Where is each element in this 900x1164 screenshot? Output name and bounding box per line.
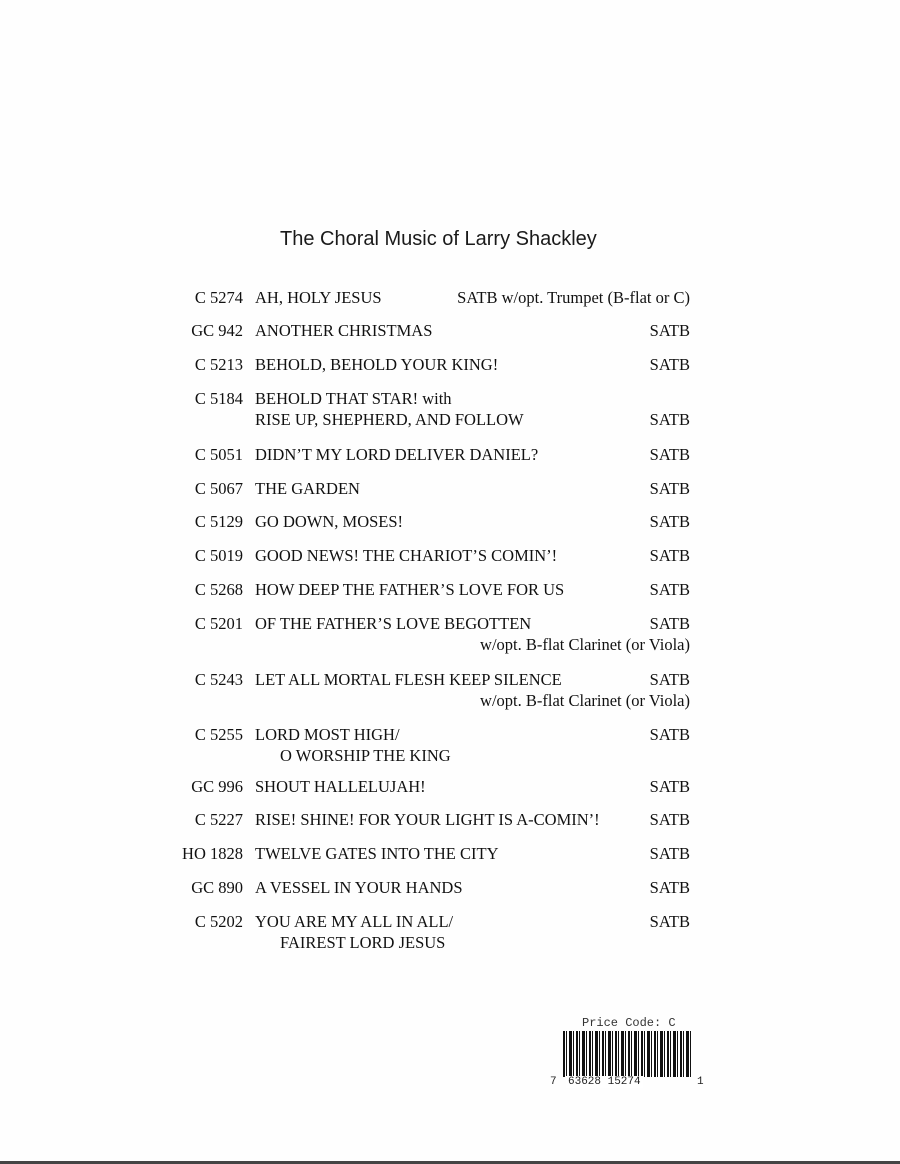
song-title-line: GO DOWN, MOSES! — [255, 512, 404, 531]
catalog-code: C 5268 — [194, 580, 243, 599]
song-title — [255, 320, 432, 341]
song-title-line: DIDN’T MY LORD DELIVER DANIEL? — [255, 445, 539, 464]
song-title-line: FAIREST LORD JESUS — [280, 933, 446, 952]
song-title — [255, 579, 564, 600]
voicing: SATB — [649, 580, 690, 599]
song-title — [255, 287, 382, 308]
voicing: SATB w/opt. Trumpet (B-flat or C) — [457, 288, 690, 307]
song-title — [255, 511, 403, 532]
song-title-line: AH, HOLY JESUS — [255, 288, 382, 307]
barcode-left-digit: 7 — [550, 1076, 557, 1088]
catalog-code: HO 1828 — [182, 844, 243, 863]
song-title-line: YOU ARE MY ALL IN ALL/ — [255, 912, 454, 931]
voicing: SATB — [649, 878, 690, 897]
voicing-note: w/opt. B-flat Clarinet (or Viola) — [480, 691, 690, 710]
song-title-line: LET ALL MORTAL FLESH KEEP SILENCE — [255, 670, 562, 689]
song-title-line: A VESSEL IN YOUR HANDS — [255, 878, 463, 897]
catalog-code: C 5051 — [194, 445, 243, 464]
song-title-line: ANOTHER CHRISTMAS — [255, 321, 433, 340]
catalog-code: C 5274 — [194, 288, 243, 307]
catalog-code: C 5255 — [194, 725, 243, 744]
catalog-code: C 5067 — [194, 479, 243, 498]
song-title-line: RISE UP, SHEPHERD, AND FOLLOW — [255, 410, 524, 429]
song-title-line: RISE! SHINE! FOR YOUR LIGHT IS A-COMIN’! — [255, 810, 600, 829]
voicing: SATB — [649, 546, 690, 565]
song-title — [255, 843, 499, 864]
voicing: SATB — [649, 614, 690, 633]
catalog-code: C 5227 — [194, 810, 243, 829]
catalog-code: C 5243 — [194, 670, 243, 689]
catalog-code: GC 890 — [191, 878, 243, 897]
song-title-line: OF THE FATHER’S LOVE BEGOTTEN — [255, 614, 532, 633]
catalog-code: C 5129 — [194, 512, 243, 531]
voicing: SATB — [649, 810, 690, 829]
song-title — [255, 669, 562, 690]
barcode-middle-digits: 63628 15274 — [568, 1076, 641, 1088]
song-title-line: TWELVE GATES INTO THE CITY — [255, 844, 499, 863]
voicing: SATB — [649, 355, 690, 374]
voicing: SATB — [649, 445, 690, 464]
voicing: SATB — [649, 725, 690, 744]
price-code: Price Code: C — [582, 1016, 676, 1030]
song-title-line: BEHOLD THAT STAR! with — [255, 389, 452, 408]
song-title — [255, 877, 463, 898]
song-title-line: THE GARDEN — [255, 479, 360, 498]
catalog-code: C 5201 — [194, 614, 243, 633]
barcode-right-digit: 1 — [697, 1076, 704, 1088]
voicing-note: w/opt. B-flat Clarinet (or Viola) — [480, 635, 690, 654]
song-title — [255, 545, 557, 566]
catalog-code: C 5184 — [194, 389, 243, 408]
song-title — [255, 613, 531, 634]
song-title — [255, 724, 451, 766]
voicing: SATB — [649, 479, 690, 498]
song-title — [255, 354, 498, 375]
catalog-code: C 5213 — [194, 355, 243, 374]
barcode-image — [563, 1031, 693, 1077]
song-title-line: O WORSHIP THE KING — [280, 746, 451, 765]
catalog-code: C 5019 — [194, 546, 243, 565]
catalog-code: GC 996 — [191, 777, 243, 796]
song-title-line: HOW DEEP THE FATHER’S LOVE FOR US — [255, 580, 565, 599]
song-title — [255, 809, 600, 830]
song-title — [255, 478, 360, 499]
song-title — [255, 444, 538, 465]
song-title-line: GOOD NEWS! THE CHARIOT’S COMIN’! — [255, 546, 558, 565]
voicing: SATB — [649, 321, 690, 340]
voicing: SATB — [649, 912, 690, 931]
song-title — [255, 776, 426, 797]
song-title — [255, 388, 524, 430]
song-title-line: SHOUT HALLELUJAH! — [255, 777, 426, 796]
voicing: SATB — [649, 512, 690, 531]
catalog-code: C 5202 — [194, 912, 243, 931]
catalog-code: GC 942 — [191, 321, 243, 340]
voicing: SATB — [649, 410, 690, 429]
song-title-line: BEHOLD, BEHOLD YOUR KING! — [255, 355, 499, 374]
voicing: SATB — [649, 777, 690, 796]
page-title: The Choral Music of Larry Shackley — [280, 228, 597, 250]
song-title — [255, 911, 453, 953]
voicing: SATB — [649, 844, 690, 863]
voicing: SATB — [649, 670, 690, 689]
song-title-line: LORD MOST HIGH/ — [255, 725, 400, 744]
